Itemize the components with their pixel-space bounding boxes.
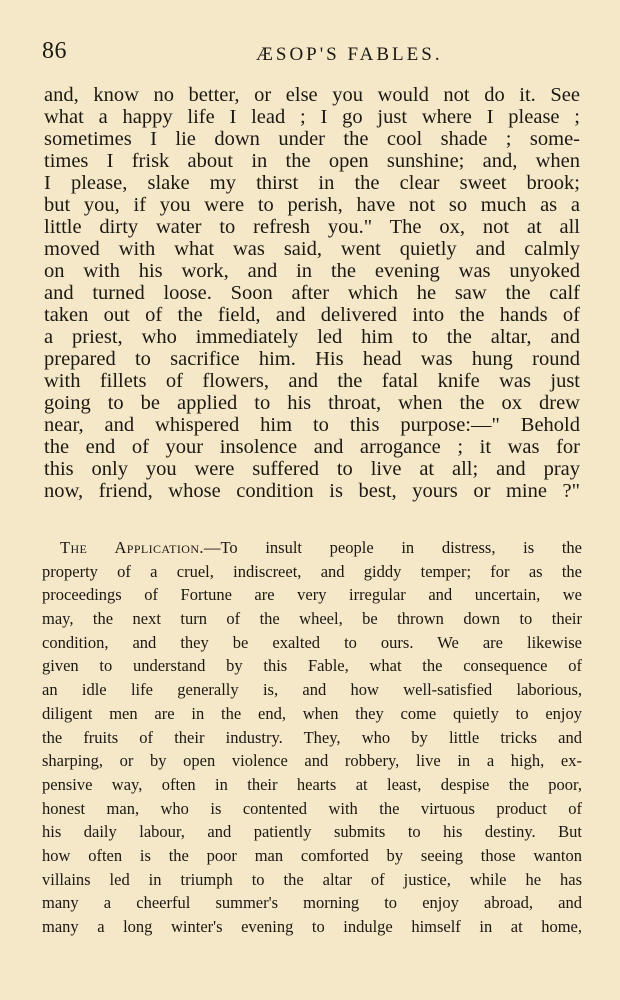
application-line: many a long winter's evening to indulge himself in at home,: [42, 917, 582, 936]
text-line: on with his work, and in the evening was unyoked: [44, 260, 580, 282]
application-first-line-text: —To insult people in distress, is the: [203, 538, 582, 557]
application-heading: The Application.: [60, 538, 204, 557]
text-line: sometimes I lie down under the cool shade ; some-: [44, 128, 580, 150]
application-line: how often is the poor man comforted by seeing those wanton: [42, 845, 582, 865]
application-line: the fruits of their industry. They, who by little tricks and: [42, 727, 582, 747]
text-line: prepared to sacrifice him. His head was hung round: [44, 348, 580, 370]
text-line: the end of your insolence and arrogance ; it was for: [44, 436, 580, 458]
text-line: near, and whispered him to this purpose:—" Behold: [44, 414, 580, 436]
text-line: and, know no better, or else you would not do it. See: [44, 84, 580, 106]
application-line: his daily labour, and patiently submits to his destiny. But: [42, 822, 582, 842]
text-line: with fillets of flowers, and the fatal knife was just: [44, 370, 580, 392]
text-line: and turned loose. Soon after which he saw the calf: [44, 282, 580, 304]
fable-body-text: [44, 84, 580, 502]
application-line: pensive way, often in their hearts at least, despise the poor,: [42, 774, 582, 794]
text-line: this only you were suffered to live at all; and pray: [44, 458, 580, 480]
application-line: many a cheerful summer's morning to enjoy abroad, and: [42, 893, 582, 913]
text-line: times I frisk about in the open sunshine; and, when: [44, 150, 580, 172]
text-line: little dirty water to refresh you." The ox, not at all: [44, 216, 580, 238]
application-line: an idle life generally is, and how well-satisfied laborious,: [42, 680, 582, 700]
text-line: taken out of the field, and delivered into the hands of: [44, 304, 580, 326]
page-number: 86: [42, 38, 67, 64]
text-line: I please, slake my thirst in the clear sweet brook;: [44, 172, 580, 194]
application-line: condition, and they be exalted to ours. We are likewise: [42, 632, 582, 652]
text-line: moved with what was said, went quietly and calmly: [44, 238, 580, 260]
application-line: given to understand by this Fable, what the consequence of: [42, 656, 582, 676]
application-line: property of a cruel, indiscreet, and giddy temper; for as the: [42, 561, 582, 581]
application-line: diligent men are in the end, when they come quietly to enjoy: [42, 703, 582, 723]
application-line: honest man, who is contented with the virtuous product of: [42, 798, 582, 818]
text-line: what a happy life I lead ; I go just where I please ;: [44, 106, 580, 128]
text-line: a priest, who immediately led him to the altar, and: [44, 326, 580, 348]
application-line: villains led in triumph to the altar of justice, while he has: [42, 869, 582, 889]
application-line: proceedings of Fortune are very irregular and uncertain, we: [42, 585, 582, 605]
application-first-line: [42, 536, 582, 560]
running-title: ÆSOP'S FABLES.: [256, 44, 443, 65]
text-line: but you, if you were to perish, have not so much as a: [44, 194, 580, 216]
application-line: may, the next turn of the wheel, be thrown down to their: [42, 609, 582, 629]
application-line: sharping, or by open violence and robbery, live in a high, ex-: [42, 751, 582, 771]
text-line: now, friend, whose condition is best, yours or mine ?": [44, 480, 580, 502]
text-line: going to be applied to his throat, when the ox drew: [44, 392, 580, 414]
page-header: [42, 38, 582, 70]
application-section: [42, 536, 582, 939]
